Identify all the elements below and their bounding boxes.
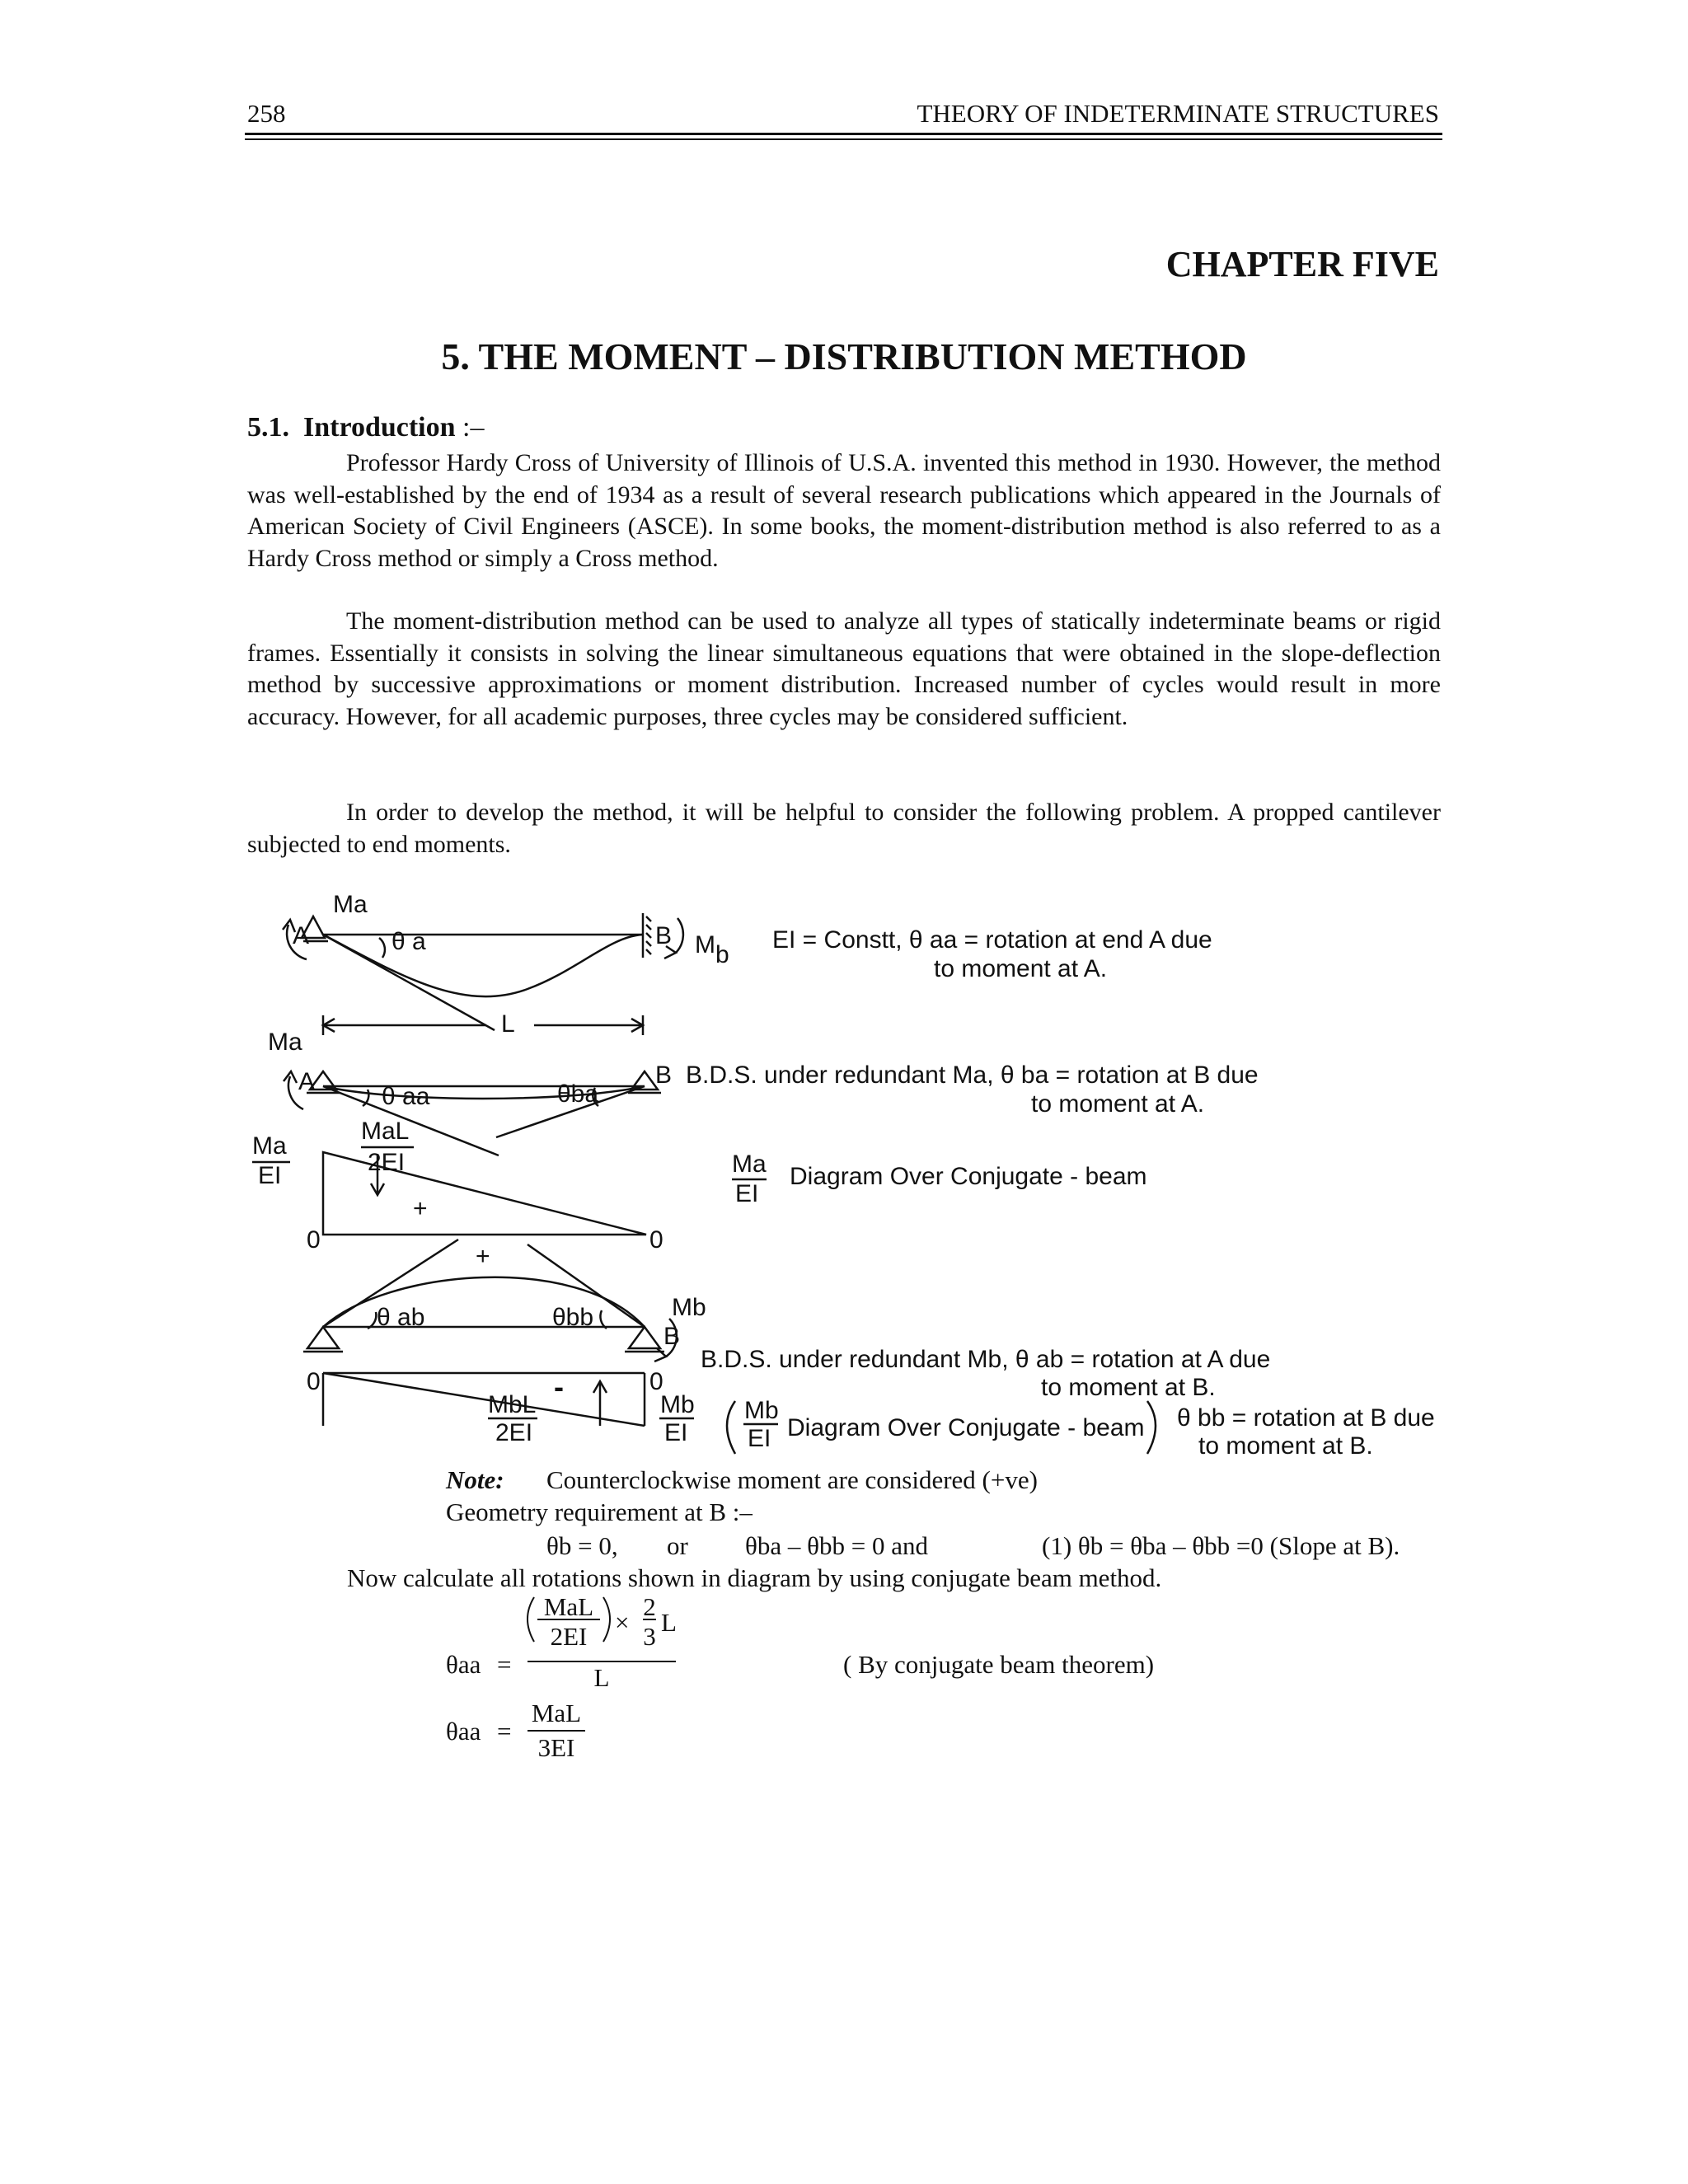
beam3-support-b <box>629 1327 660 1348</box>
eq2-equals: = <box>497 1717 512 1746</box>
section-title: Introduction <box>303 412 456 443</box>
diag2-bottom-den: 2EI <box>495 1419 533 1446</box>
beam3-support-a <box>307 1327 339 1348</box>
beam1-label-mb: Mb <box>695 931 729 968</box>
beam2-label-theta-aa: θ aa <box>382 1083 430 1110</box>
beam1-elastic-curve <box>323 935 643 996</box>
eq1-equals: = <box>497 1650 512 1679</box>
section-number: 5.1. <box>247 412 289 443</box>
note-text: Counterclockwise moment are considered (+ve) <box>546 1465 1038 1494</box>
page-number: 258 <box>247 99 286 128</box>
equation-or: or <box>667 1531 688 1560</box>
eq1-lhs: θaa <box>446 1650 481 1679</box>
calc-instruction: Now calculate all rotations shown in diagram by using conjugate beam method. <box>347 1563 1162 1592</box>
geometry-requirement: Geometry requirement at B :– <box>446 1497 753 1526</box>
eq1-inner-den: 2EI <box>550 1622 588 1651</box>
eq1-reason: ( By conjugate beam theorem) <box>843 1650 1155 1679</box>
beam1-label-a: A <box>293 922 310 949</box>
diag1-zero-right: 0 <box>649 1226 663 1254</box>
legend2-den: EI <box>748 1425 771 1452</box>
beam2-label-theta-ba: θba <box>557 1080 599 1108</box>
beam1-moment-arrow-b <box>676 918 683 953</box>
paragraph-2: The moment-distribution method can be used to analyze all types of statically indeterminate beams or rigid frames. Essentially it consists in solving the linear simultaneous equations that were obtained in the slope-deflection method by successive approximations or moment distribution. Increased number of cycles would result in more accuracy. However, for all academic purposes, three cycles may be considered sufficient. <box>247 607 1441 730</box>
eq2-num: MaL <box>531 1699 582 1727</box>
running-title: THEORY OF INDETERMINATE STRUCTURES <box>917 99 1439 128</box>
legend2-left-paren <box>727 1401 735 1454</box>
beam3-elastic-curve <box>323 1277 645 1327</box>
beam2-label-b: B <box>655 1062 673 1089</box>
beam2-desc-line1: B.D.S. under redundant Ma, θ ba = rotation at B due <box>686 1062 1259 1089</box>
eq1-inner-num: MaL <box>543 1592 594 1621</box>
beam3-label-theta-ab: θ ab <box>377 1304 425 1331</box>
equation-3: (1) θb = θba – θbb =0 (Slope at B). <box>1042 1531 1400 1560</box>
paragraph-1: Professor Hardy Cross of University of Illinois of U.S.A. invented this method in 1930. However, the method was well-established by the end of 1934 as a result of several research publications which appeared in the Journals of American Society of Civil Engineers (ASCE). In some books, the moment-distribution method is also referred to as a Hardy Cross method or simply a Cross method. <box>247 449 1441 572</box>
chapter-heading: CHAPTER FIVE <box>1165 244 1439 284</box>
beam1-desc-line2: to moment at A. <box>934 955 1108 982</box>
paragraph-3: In order to develop the method, it will be helpful to consider the following problem. A propped cantilever subjected to end moments. <box>247 799 1441 858</box>
diag1-zero-left: 0 <box>307 1226 321 1254</box>
beam1-theta-arc <box>379 938 385 958</box>
beam1-label-b: B <box>655 922 673 949</box>
diag1-plus: + <box>413 1195 428 1222</box>
diag2-desc-line2: to moment at B. <box>1198 1432 1373 1460</box>
eq1-three: 3 <box>643 1622 656 1651</box>
equation-2: θba – θbb = 0 and <box>745 1531 928 1560</box>
eq2-fraction-bar <box>528 1730 585 1732</box>
beam1-label-l: L <box>501 1010 515 1038</box>
legend2-text: Diagram Over Conjugate - beam <box>787 1414 1145 1441</box>
eq1-times: × <box>615 1608 630 1637</box>
beam1-hatch-b <box>646 916 651 921</box>
beam3-label-b: B <box>663 1323 681 1350</box>
equation-1: θb = 0, <box>546 1531 618 1560</box>
diag2-zero-left: 0 <box>307 1368 321 1395</box>
beam1-label-ma: Ma <box>333 891 368 918</box>
eq1-den-l: L <box>593 1663 610 1692</box>
legend2-num: Mb <box>744 1397 779 1424</box>
legend1-num: Ma <box>732 1151 767 1178</box>
diag1-left-den: EI <box>258 1162 282 1189</box>
diag1-left-num: Ma <box>252 1132 287 1160</box>
diag2-right-num: Mb <box>660 1391 695 1418</box>
beam3-desc-line1: B.D.S. under redundant Mb, θ ab = rotation at A due <box>701 1346 1271 1373</box>
beam3-label-theta-bb: θbb <box>552 1304 594 1331</box>
legend1-den: EI <box>735 1180 759 1207</box>
beam2-desc-line2: to moment at A. <box>1031 1090 1205 1118</box>
diag2-desc-line1: θ bb = rotation at B due <box>1177 1404 1435 1432</box>
diag1-top-num: MaL <box>361 1118 410 1145</box>
eq1-outer-l: L <box>661 1608 677 1637</box>
eq2-den: 3EI <box>537 1733 575 1762</box>
beam1-label-theta-a: θ a <box>392 928 426 955</box>
beam2-label-ma: Ma <box>268 1029 302 1056</box>
chapter-title: 5. THE MOMENT – DISTRIBUTION METHOD <box>441 335 1247 377</box>
beam3-label-mb: Mb <box>672 1294 706 1321</box>
beam1-desc-line1: EI = Constt, θ aa = rotation at end A due <box>772 926 1212 954</box>
section-suffix: :– <box>455 412 485 443</box>
diag2-bottom-num: MbL <box>488 1391 537 1418</box>
diag2-slope <box>323 1373 645 1426</box>
beam3-desc-line2: to moment at B. <box>1041 1374 1216 1401</box>
legend2-right-paren <box>1147 1401 1156 1454</box>
diag2-minus: - <box>554 1370 564 1404</box>
diag1-top-den: 2EI <box>368 1149 406 1176</box>
eq1-two: 2 <box>643 1592 656 1621</box>
eq2-lhs: θaa <box>446 1717 481 1746</box>
legend1-text: Diagram Over Conjugate - beam <box>790 1163 1147 1190</box>
note-label: Note: <box>446 1465 504 1494</box>
beam2-label-a: A <box>298 1068 316 1095</box>
beam3-plus: + <box>476 1243 490 1270</box>
diag2-zero-right: 0 <box>649 1368 663 1395</box>
diag2-right-den: EI <box>664 1419 688 1446</box>
